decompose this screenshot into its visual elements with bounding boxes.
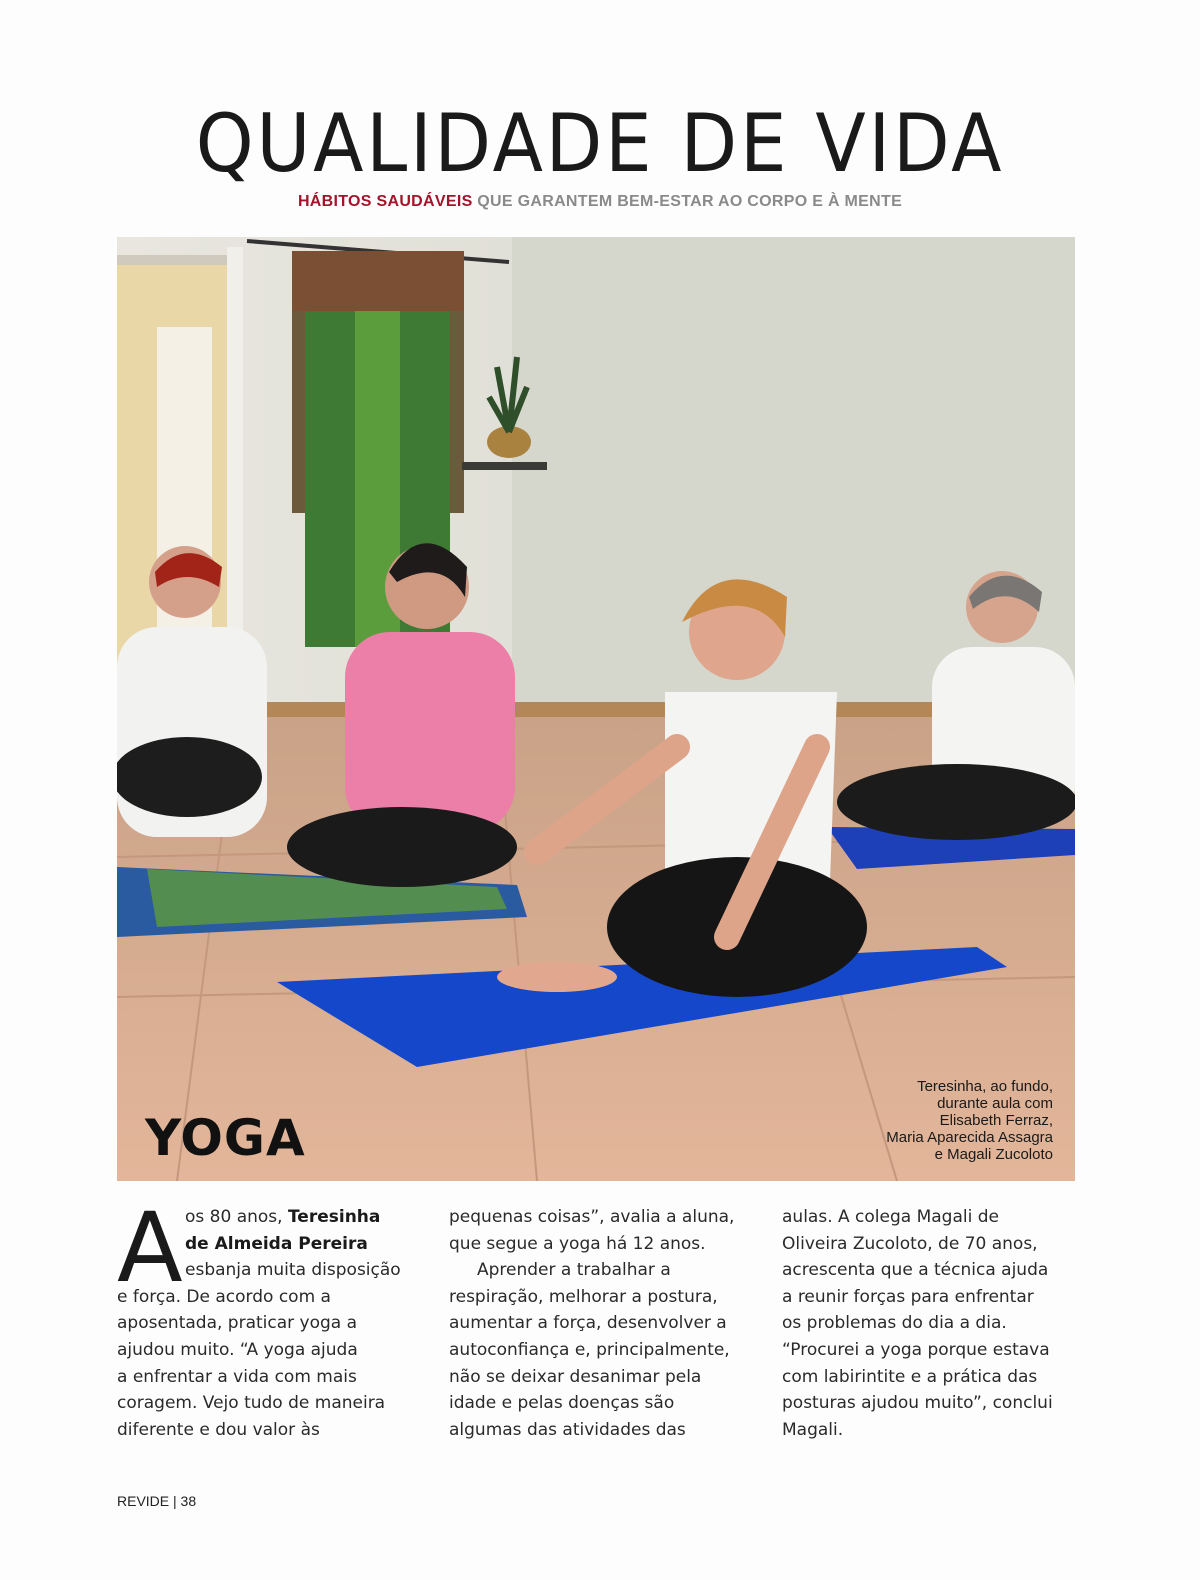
drop-cap: A: [117, 1192, 183, 1304]
photo-caption: [793, 1078, 1053, 1163]
article-line: algumas das atividades das: [449, 1419, 686, 1440]
caption-line: Elisabeth Ferraz,: [939, 1112, 1053, 1129]
article-line: posturas ajudou muito”, conclui: [782, 1393, 1053, 1414]
article-line: coragem. Vejo tudo de maneira: [117, 1393, 386, 1414]
article-line: e força. De acordo com a: [117, 1286, 331, 1307]
article-line: ajudou muito. “A yoga ajuda: [117, 1339, 358, 1360]
page-folio: REVIDE | 38: [117, 1493, 197, 1509]
article-line: esbanja muita disposição: [185, 1260, 401, 1281]
article-line: acrescenta que a técnica ajuda: [782, 1260, 1049, 1281]
caption-line: Teresinha, ao fundo,: [917, 1078, 1053, 1095]
caption-line: Maria Aparecida Assagra: [886, 1129, 1053, 1146]
article-line: pequenas coisas”, avalia a aluna,: [449, 1207, 735, 1227]
article-column-2: [449, 1204, 749, 1443]
page-title: QUALIDADE DE VIDA: [195, 97, 1005, 190]
yoga-class-photo: [117, 237, 1075, 1181]
article-text: os 80 anos,: [185, 1207, 288, 1227]
article-line: aumentar a força, desenvolver a: [449, 1313, 727, 1334]
article-line: com labirintite e a prática das: [782, 1366, 1038, 1387]
article-line: [117, 1204, 417, 1231]
article-line: não se deixar desanimar pela: [449, 1366, 702, 1387]
yoga-scene-illustration: [117, 237, 1075, 1181]
article-line: aulas. A colega Magali de: [782, 1207, 999, 1227]
caption-line: durante aula com: [937, 1095, 1053, 1112]
subtitle-highlight: HÁBITOS SAUDÁVEIS: [297, 193, 473, 210]
subtitle-rest: QUE GARANTEM BEM-ESTAR AO CORPO E À MENTE: [472, 193, 903, 210]
article-line: a enfrentar a vida com mais: [117, 1366, 357, 1387]
article-line: respiração, melhorar a postura,: [449, 1286, 718, 1307]
article-line: diferente e dou valor às: [117, 1419, 320, 1440]
caption-line: e Magali Zucoloto: [934, 1146, 1053, 1163]
article-line: autoconfiança e, principalmente,: [449, 1339, 730, 1360]
page-subtitle: [0, 193, 1200, 211]
article-line: idade e pelas doenças são: [449, 1393, 675, 1414]
article-line: que segue a yoga há 12 anos.: [449, 1233, 706, 1254]
article-column-1: [117, 1204, 417, 1443]
article-line: “Procurei a yoga porque estava: [782, 1339, 1050, 1360]
article-column-3: [782, 1204, 1082, 1443]
article-line: Oliveira Zucoloto, de 70 anos,: [782, 1233, 1038, 1254]
article-line: aposentada, praticar yoga a: [117, 1313, 358, 1334]
article-line: Aprender a trabalhar a: [477, 1260, 671, 1281]
article-line: a reunir forças para enfrentar: [782, 1286, 1034, 1307]
section-label: YOGA: [145, 1109, 306, 1167]
person-name: Teresinha: [287, 1207, 381, 1227]
article-line: os problemas do dia a dia.: [782, 1313, 1007, 1334]
article-line: Magali.: [782, 1419, 844, 1440]
person-name: de Almeida Pereira: [185, 1233, 368, 1254]
article-line: [117, 1231, 417, 1258]
